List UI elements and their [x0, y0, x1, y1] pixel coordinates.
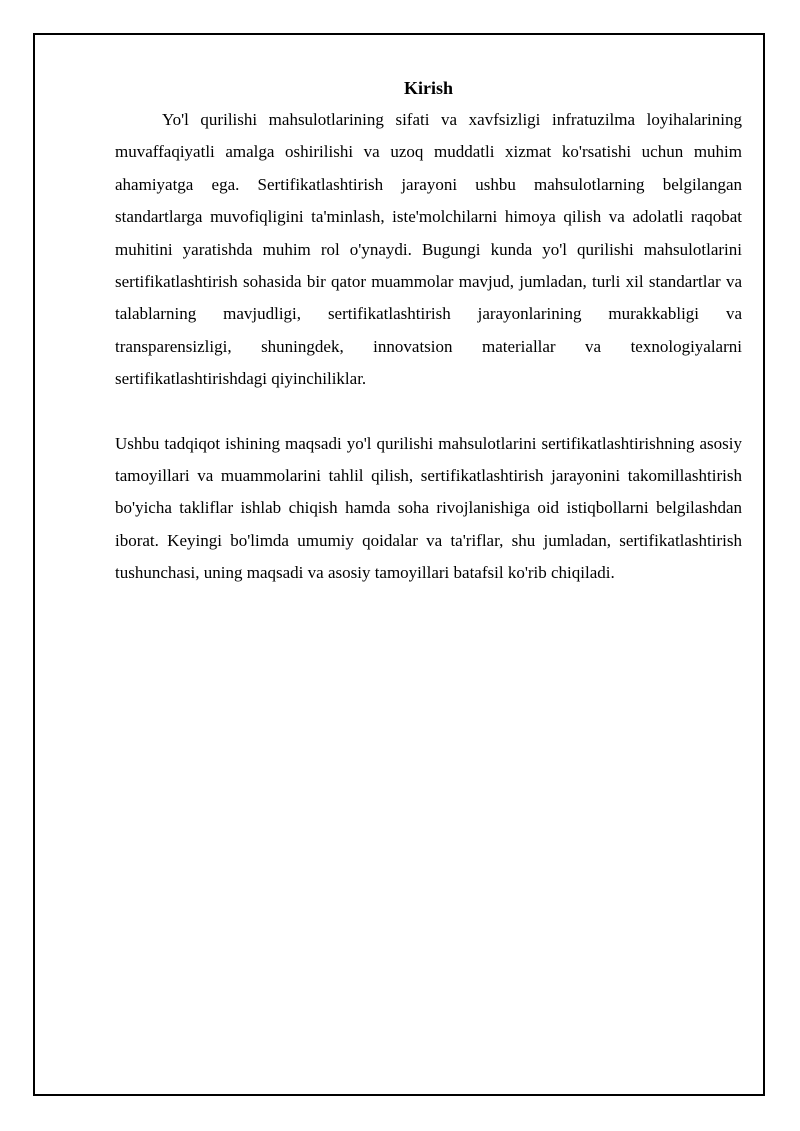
document-body — [115, 76, 742, 590]
paragraph-1: Yo'l qurilishi mahsulotlarining sifati va xavfsizligi infratuzilma loyihalarining muvaffaqiyatli amalga oshirilishi va uzoq muddatli xizmat ko'rsatishi uchun muhim ahamiyatga ega. Sertifikatlashtirish jarayoni ushbu mahsulotlarning belgilangan standartlarga muvofiqligini ta'minlash, iste'molchilarni himoya qilish va adolatli raqobat muhitini yaratishda muhim rol o'ynaydi. Bugungi kunda yo'l qurilishi mahsulotlarini sertifikatlashtirish sohasida bir qator muammolar mavjud, jumladan, turli xil standartlar va talablarning mavjudligi, sertifikatlashtirish jarayonlarining murakkabligi va transparensizligi, shuningdek, innovatsion materiallar va texnologiyalarni sertifikatlashtirishdagi qiyinchiliklar. — [115, 110, 742, 389]
paragraph-2: Ushbu tadqiqot ishining maqsadi yo'l qurilishi mahsulotlarini sertifikatlashtirishning asosiy tamoyillari va muammolarini tahlil qilish, sertifikatlashtirish jarayonini takomillashtirish bo'yicha takliflar ishlab chiqish hamda soha rivojlanishiga oid istiqbollarni belgilashdan iborat. Keyingi bo'limda umumiy qoidalar va ta'riflar, shu jumladan, sertifikatlashtirish tushunchasi, uning maqsadi va asosiy tamoyillari batafsil ko'rib chiqiladi. — [115, 433, 742, 583]
section-title: Kirish — [403, 78, 453, 98]
paragraph-spacer — [115, 396, 742, 428]
